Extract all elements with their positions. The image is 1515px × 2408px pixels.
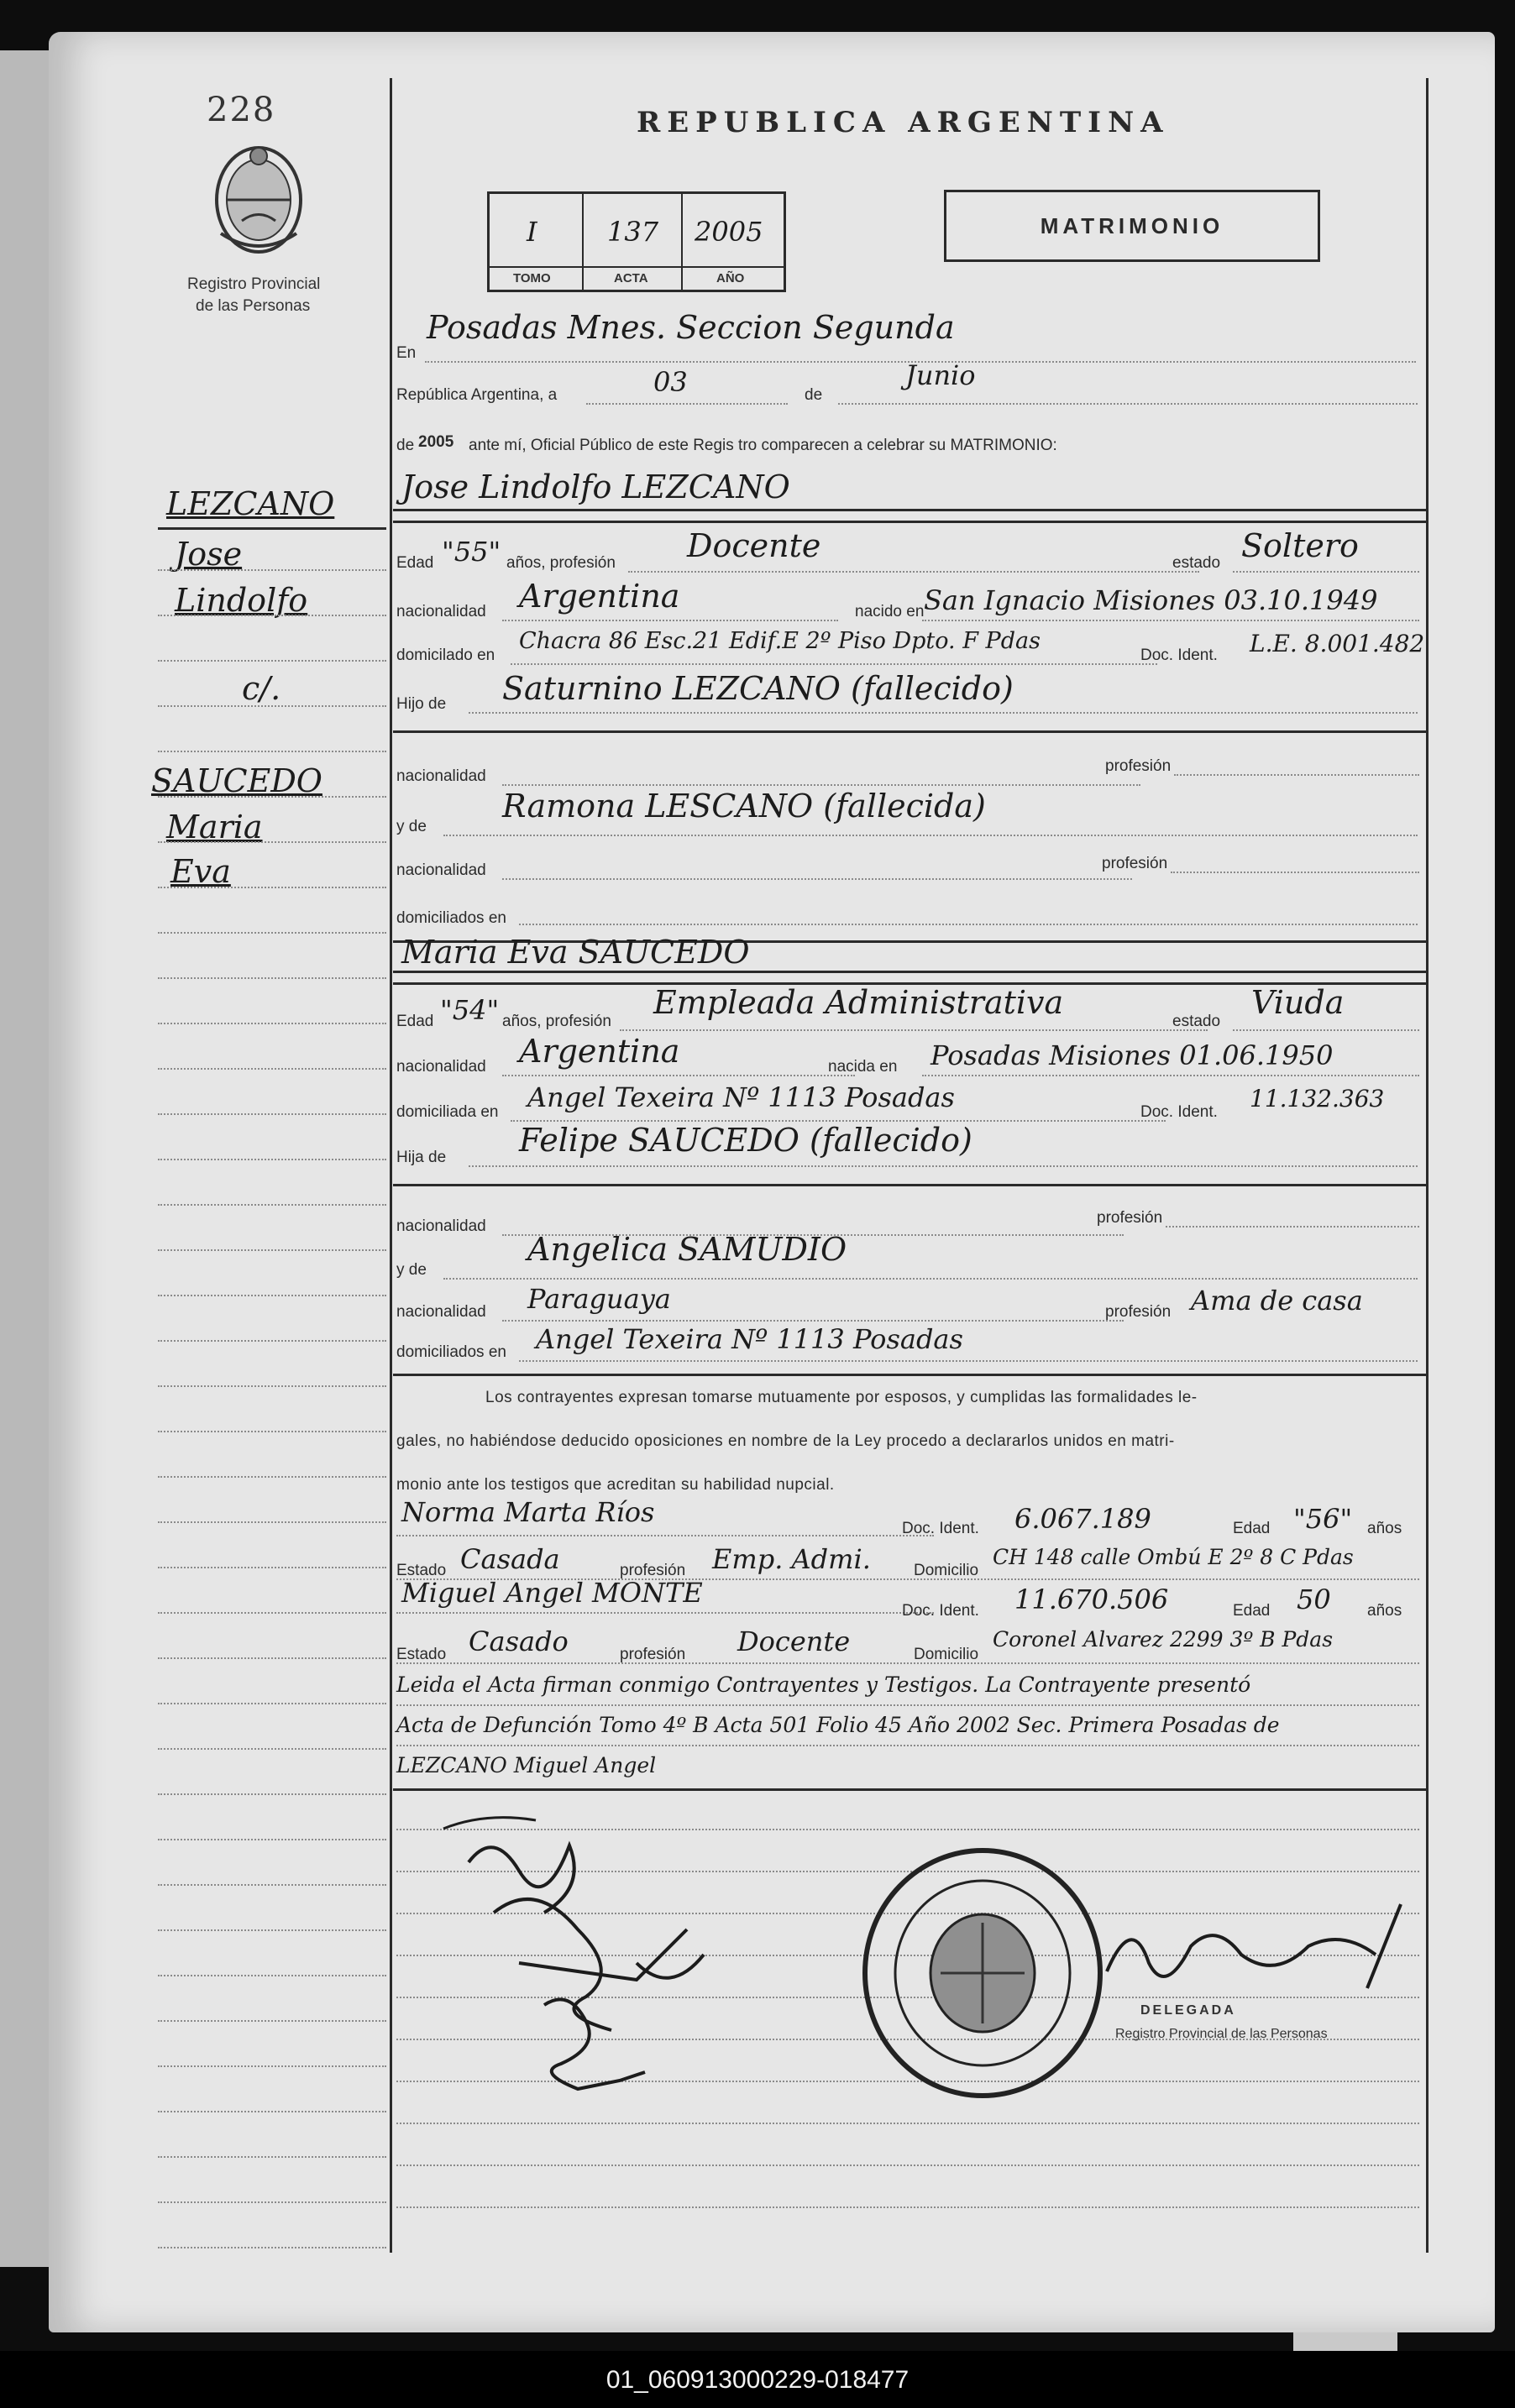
margin-divider — [390, 78, 392, 2253]
groom-doc: L.E. 8.001.482 — [1250, 630, 1425, 657]
margin-ruled-line — [158, 2201, 386, 2203]
witness1-doc: 6.067.189 — [1014, 1503, 1151, 1535]
groom-civil-status: Soltero — [1241, 527, 1359, 564]
margin-ruled-line — [158, 615, 386, 616]
bride-address: Angel Texeira Nº 1113 Posadas — [527, 1081, 955, 1113]
margin-ruled-line — [158, 841, 386, 843]
registration-day: 03 — [653, 366, 688, 398]
witness1-profesion-label: profesión — [620, 1562, 686, 1579]
republica-label: República Argentina, a — [396, 386, 558, 404]
bride-birth: Posadas Misiones 01.06.1950 — [930, 1039, 1334, 1071]
document-code: 01_060913000229-018477 — [605, 2366, 910, 2394]
margin-ruled-line — [158, 1929, 386, 1931]
groom-mother: Ramona LESCANO (fallecida) — [502, 788, 986, 824]
declaration-line2: gales, no habiéndose deducido oposiciones en nombre de la Ley procedo a declararlos unidos en matri- — [396, 1432, 1175, 1450]
margin-ruled-line — [158, 977, 386, 979]
bride-father-nationality-label: nacionalidad — [396, 1217, 486, 1235]
bride-anos-profesion-label: años, profesión — [502, 1013, 611, 1030]
margin-bride-name2: Eva — [170, 853, 231, 890]
witness1-age: "56" — [1293, 1503, 1353, 1535]
registration-month: Junio — [905, 359, 976, 391]
margin-ruled-line — [158, 1295, 386, 1296]
bride-hija-label: Hija de — [396, 1149, 447, 1166]
en-label: En — [396, 344, 417, 362]
margin-ruled-line — [158, 1748, 386, 1750]
witness1-estado-label: Estado — [396, 1562, 447, 1579]
margin-ruled-line — [158, 1975, 386, 1976]
groom-estado-label: estado — [1172, 554, 1221, 572]
bride-age: "54" — [440, 994, 500, 1026]
ruled-line — [396, 2206, 1419, 2208]
intro-statement: ante mí, Oficial Público de este Regis tro comparecen a celebrar su MATRIMONIO: — [469, 437, 1057, 454]
margin-ruled-line — [158, 1703, 386, 1704]
witness1-address: CH 148 calle Ombú E 2º 8 C Pdas — [993, 1545, 1354, 1569]
document-title: REPUBLICA ARGENTINA — [637, 106, 1170, 139]
groom-address: Chacra 86 Esc.21 Edif.E 2º Piso Dpto. F Pdas — [519, 628, 1041, 654]
groom-edad-label: Edad — [396, 554, 434, 572]
margin-ruled-line — [158, 1159, 386, 1160]
bride-parents-address-label: domiciliados en — [396, 1343, 506, 1361]
margin-ruled-line — [158, 751, 386, 752]
act-reference-box — [487, 191, 786, 292]
margin-conjunction: c/. — [242, 670, 281, 707]
anio-label: AÑO — [716, 271, 745, 285]
ruled-line — [396, 2165, 1419, 2166]
groom-mother-profession-label: profesión — [1102, 855, 1168, 872]
groom-age: "55" — [442, 536, 501, 568]
right-border — [1426, 78, 1429, 2253]
officer-signature — [1098, 1896, 1418, 1997]
notes-line3: LEZCANO Miguel Angel — [396, 1753, 657, 1777]
bride-yde-label: y de — [396, 1261, 427, 1279]
bride-edad-label: Edad — [396, 1013, 434, 1030]
groom-yde-label: y de — [396, 818, 427, 835]
bride-nationality: Argentina — [519, 1033, 680, 1070]
acta-value: 137 — [607, 216, 659, 248]
groom-parents-address-label: domiciliados en — [396, 909, 506, 927]
margin-ruled-line — [158, 705, 386, 707]
bride-mother: Angelica SAMUDIO — [527, 1231, 847, 1268]
margin-ruled-line — [158, 1023, 386, 1024]
bride-estado-label: estado — [1172, 1013, 1221, 1030]
margin-ruled-line — [158, 1431, 386, 1432]
margin-ruled-line — [158, 1113, 386, 1115]
margin-groom-name2: Lindolfo — [175, 582, 308, 619]
bride-father: Felipe SAUCEDO (fallecido) — [519, 1122, 972, 1159]
witness2-domicilio-label: Domicilio — [914, 1646, 979, 1663]
page-number: 228 — [207, 91, 276, 129]
margin-ruled-line — [158, 1068, 386, 1070]
bride-civil-status: Viuda — [1251, 984, 1345, 1021]
margin-ruled-line — [158, 2247, 386, 2248]
adjacent-page-edge — [0, 50, 50, 2267]
anio-value: 2005 — [695, 216, 763, 248]
groom-address-label: domicilado en — [396, 646, 495, 664]
margin-bride-name1: Maria — [166, 809, 263, 845]
bride-parents-address: Angel Texeira Nº 1113 Posadas — [536, 1323, 963, 1355]
groom-full-name: Jose Lindolfo LEZCANO — [401, 469, 790, 505]
groom-father: Saturnino LEZCANO (fallecido) — [502, 670, 1014, 707]
groom-father-nationality-label: nacionalidad — [396, 767, 486, 785]
margin-ruled-line — [158, 1249, 386, 1251]
margin-ruled-line — [158, 1340, 386, 1342]
official-stamp — [857, 1847, 1109, 2099]
groom-father-profession-label: profesión — [1105, 757, 1172, 775]
margin-groom-name1: Jose — [175, 536, 243, 573]
witness2-doc: 11.670.506 — [1014, 1584, 1169, 1615]
margin-ruled-line — [158, 932, 386, 934]
year-prefix-label: de — [396, 437, 415, 454]
margin-ruled-line — [158, 1612, 386, 1614]
witness2-profession: Docente — [737, 1625, 851, 1657]
witness2-address: Coronel Alvarez 2299 3º B Pdas — [993, 1627, 1334, 1652]
registry-name-line1: Registro Provincial — [187, 275, 321, 293]
witness2-doc-label: Doc. Ident. — [902, 1602, 979, 1620]
groom-mother-nationality-label: nacionalidad — [396, 861, 486, 879]
bride-mother-nationality-label: nacionalidad — [396, 1303, 486, 1321]
bride-mother-nationality: Paraguaya — [527, 1283, 671, 1315]
margin-ruled-line — [158, 1884, 386, 1886]
officer-registry: Registro Provincial de las Personas — [1115, 2027, 1328, 2041]
witness2-edad-label: Edad — [1233, 1602, 1271, 1620]
registry-name-line2: de las Personas — [196, 297, 311, 315]
margin-ruled-line — [158, 2111, 386, 2112]
bride-doc: 11.132.363 — [1250, 1085, 1385, 1112]
groom-doc-label: Doc. Ident. — [1140, 646, 1218, 664]
document-type-box: MATRIMONIO — [944, 190, 1320, 262]
margin-ruled-line — [158, 796, 386, 798]
margin-rule-groom — [158, 527, 386, 530]
margin-ruled-line — [158, 2020, 386, 2022]
margin-ruled-line — [158, 1204, 386, 1206]
bride-mother-profession-label: profesión — [1105, 1303, 1172, 1321]
declaration-line3: monio ante los testigos que acreditan su habilidad nupcial. — [396, 1476, 835, 1494]
groom-profession: Docente — [687, 527, 821, 564]
margin-ruled-line — [158, 1476, 386, 1478]
margin-ruled-line — [158, 660, 386, 662]
margin-ruled-line — [158, 1793, 386, 1795]
groom-nationality-label: nacionalidad — [396, 603, 486, 620]
coat-of-arms-icon — [208, 141, 309, 259]
witness2-anos-label: años — [1367, 1602, 1402, 1620]
margin-ruled-line — [158, 569, 386, 571]
witness2-name: Miguel Angel MONTE — [401, 1577, 703, 1609]
witness1-anos-label: años — [1367, 1520, 1402, 1537]
margin-ruled-line — [158, 1839, 386, 1840]
officer-title: DELEGADA — [1140, 2003, 1236, 2018]
margin-ruled-line — [158, 2156, 386, 2158]
bride-nationality-label: nacionalidad — [396, 1058, 486, 1076]
bride-father-profession-label: profesión — [1097, 1209, 1163, 1227]
bride-full-name: Maria Eva SAUCEDO — [401, 934, 750, 971]
witness1-profession: Emp. Admi. — [712, 1543, 871, 1575]
de-label: de — [805, 386, 823, 404]
witness1-edad-label: Edad — [1233, 1520, 1271, 1537]
registration-place: Posadas Mnes. Seccion Segunda — [427, 309, 955, 346]
bride-doc-label: Doc. Ident. — [1140, 1103, 1218, 1121]
witness2-estado-label: Estado — [396, 1646, 447, 1663]
acta-label: ACTA — [614, 271, 648, 285]
witness1-doc-label: Doc. Ident. — [902, 1520, 979, 1537]
signature-scribbles — [418, 1795, 771, 2114]
tomo-label: TOMO — [513, 271, 551, 285]
bride-mother-profession: Ama de casa — [1191, 1285, 1363, 1317]
witness2-status: Casado — [469, 1625, 569, 1657]
notes-line2: Acta de Defunción Tomo 4º B Acta 501 Folio 45 Año 2002 Sec. Primera Posadas de — [396, 1713, 1280, 1737]
groom-nationality: Argentina — [519, 578, 680, 615]
ruled-line — [396, 2123, 1419, 2124]
groom-anos-profesion-label: años, profesión — [506, 554, 616, 572]
margin-ruled-line — [158, 2065, 386, 2067]
witness1-status: Casada — [460, 1543, 560, 1575]
margin-bride-surname: SAUCEDO — [151, 762, 322, 799]
notes-line1: Leida el Acta firman conmigo Contrayentes y Testigos. La Contrayente presentó — [396, 1673, 1251, 1697]
groom-birth: San Ignacio Misiones 03.10.1949 — [924, 584, 1378, 616]
witness2-age: 50 — [1297, 1584, 1331, 1615]
witness2-profesion-label: profesión — [620, 1646, 686, 1663]
witness1-name: Norma Marta Ríos — [401, 1496, 655, 1528]
groom-nacido-label: nacido en — [855, 603, 925, 620]
margin-ruled-line — [158, 887, 386, 888]
tomo-value: I — [527, 216, 537, 248]
registration-year: 2005 — [418, 433, 454, 451]
margin-ruled-line — [158, 1567, 386, 1568]
bride-profession: Empleada Administrativa — [653, 984, 1064, 1021]
margin-ruled-line — [158, 1657, 386, 1659]
register-page — [49, 32, 1495, 2332]
margin-groom-surname: LEZCANO — [166, 485, 335, 522]
witness1-domicilio-label: Domicilio — [914, 1562, 979, 1579]
margin-ruled-line — [158, 1385, 386, 1387]
margin-ruled-line — [158, 1521, 386, 1523]
bride-address-label: domiciliada en — [396, 1103, 499, 1121]
bride-nacida-label: nacida en — [828, 1058, 898, 1076]
declaration-line1: Los contrayentes expresan tomarse mutuamente por esposos, y cumplidas las formalidades le- — [485, 1389, 1198, 1406]
groom-hijo-label: Hijo de — [396, 695, 447, 713]
